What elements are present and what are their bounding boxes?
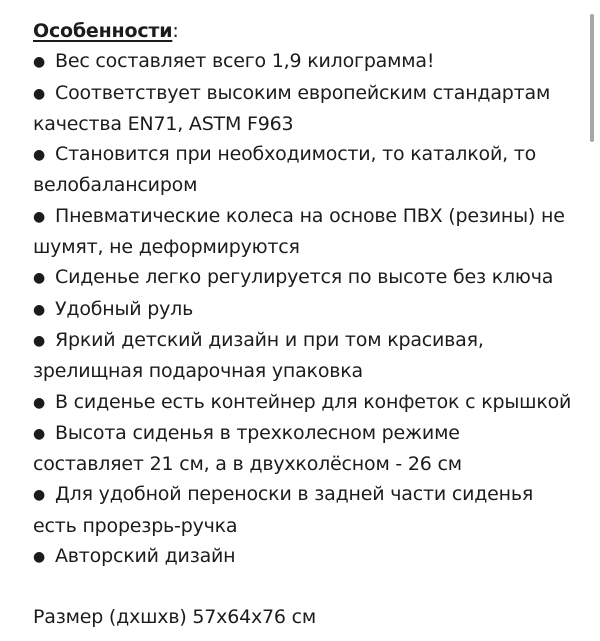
feature-text: Сиденье легко регулируется по высоте без ключа — [55, 266, 554, 289]
feature-text: Высота сиденья в трехколесном режиме составляет 21 см, а в двухколёсном - 26 см — [33, 421, 462, 476]
features-heading-line — [33, 16, 573, 46]
heading-colon: : — [172, 20, 179, 42]
feature-item — [33, 294, 573, 325]
bullet-icon: ● — [33, 425, 46, 442]
feature-item — [33, 541, 573, 572]
feature-text: В сиденье есть контейнер для конфеток с крышкой — [55, 390, 572, 413]
bullet-icon: ● — [33, 332, 46, 349]
feature-item — [33, 479, 573, 541]
feature-item — [33, 139, 573, 201]
feature-text: Яркий детский дизайн и при том красивая, зрелищная подарочная упаковка — [33, 328, 484, 383]
bullet-icon: ● — [33, 301, 46, 318]
vertical-scrollbar[interactable] — [590, 14, 594, 142]
feature-text: Удобный руль — [55, 297, 194, 320]
feature-text: Вес составляет всего 1,9 килограмма! — [55, 50, 435, 73]
product-size: Размер (дхшхв) 57х64х76 см — [33, 606, 317, 629]
bullet-icon: ● — [33, 208, 46, 225]
feature-text: Становится при необходимости, то каталкой, то велобалансиром — [33, 143, 537, 197]
feature-item — [33, 387, 573, 418]
feature-text: Соответствует высоким европейским стандартам качества EN71, ASTM F963 — [33, 81, 551, 135]
feature-text: Пневматические колеса на основе ПВХ (резины) не шумят, не деформируются — [33, 204, 565, 259]
feature-item — [33, 201, 573, 263]
features-list — [33, 46, 573, 572]
product-description — [33, 16, 573, 633]
bullet-icon: ● — [33, 549, 46, 566]
bullet-icon: ● — [33, 54, 46, 71]
feature-text: Для удобной переноски в задней части сиденья есть прорезрь-ручка — [33, 483, 534, 537]
feature-item — [33, 262, 573, 293]
feature-item — [33, 418, 573, 480]
feature-text: Авторский дизайн — [55, 545, 236, 568]
feature-item — [33, 78, 573, 140]
bullet-icon: ● — [33, 270, 46, 287]
feature-item — [33, 46, 573, 77]
bullet-icon: ● — [33, 147, 46, 164]
bullet-icon: ● — [33, 85, 46, 102]
features-heading: Особенности — [33, 20, 173, 42]
feature-item — [33, 325, 573, 387]
bullet-icon: ● — [33, 487, 46, 504]
bullet-icon: ● — [33, 394, 46, 411]
